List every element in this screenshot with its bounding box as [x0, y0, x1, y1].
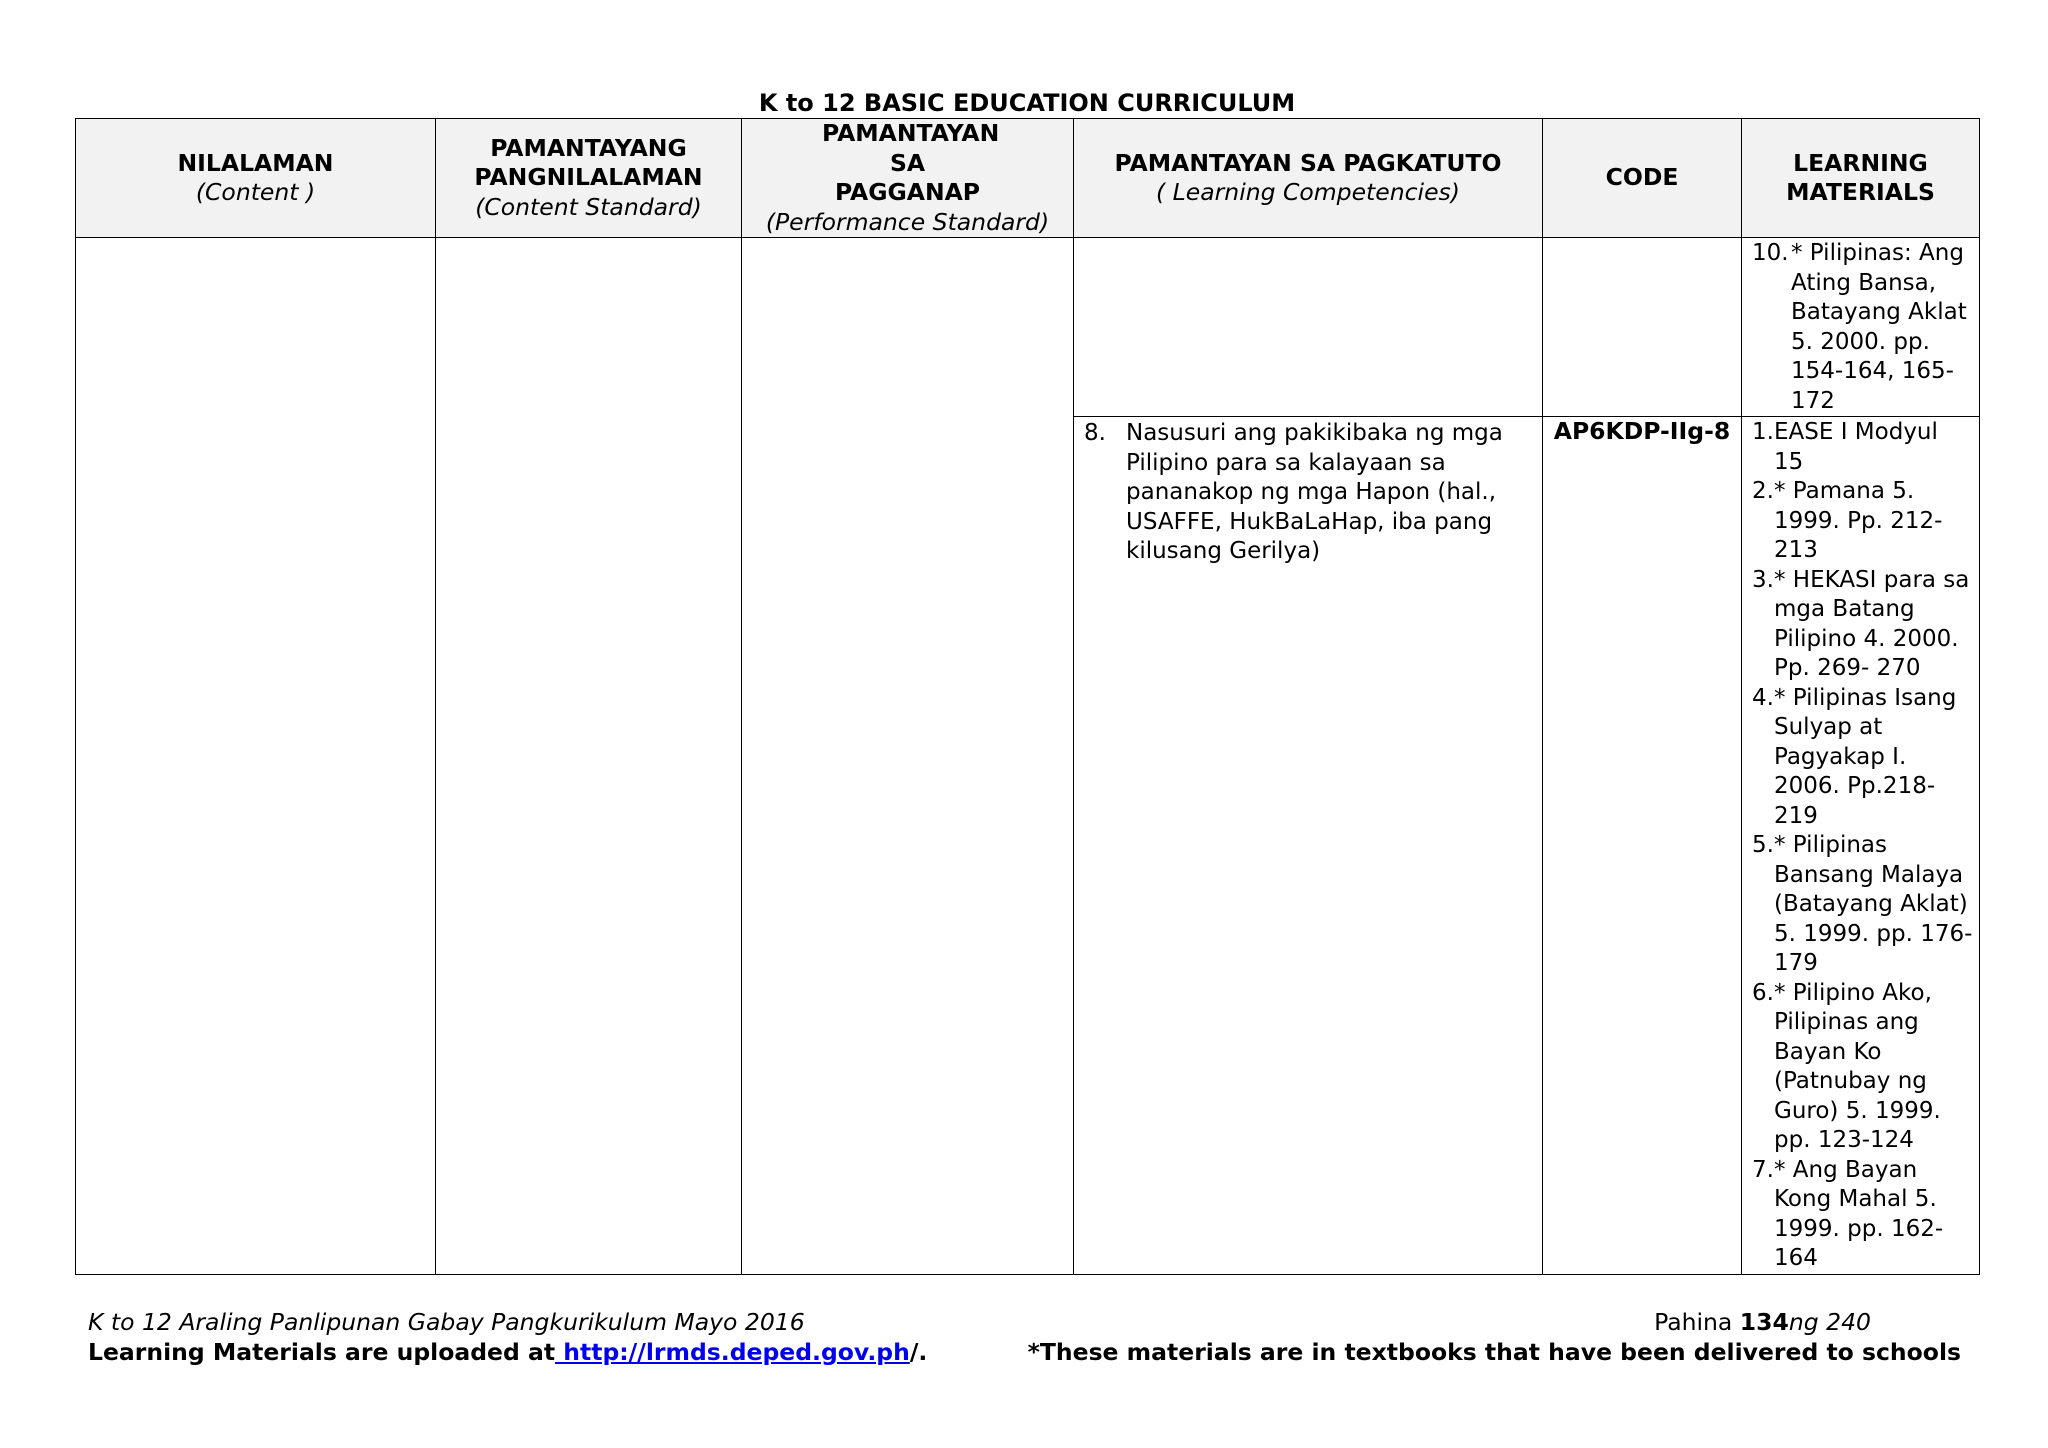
- material-number: 7.: [1752, 1156, 1774, 1183]
- textbook-note: *These materials are in textbooks that have been delivered to schools: [1027, 1338, 1961, 1366]
- material-text: EASE I Modyul 15: [1774, 419, 1938, 475]
- code-cell: [1543, 238, 1742, 417]
- materials-list: [1742, 238, 1979, 416]
- page-total: ng 240: [1788, 1308, 1871, 1336]
- competency-cell: [1074, 417, 1543, 1275]
- header-performance-standard: [742, 119, 1074, 238]
- lrmds-link[interactable]: http://lrmds.deped.gov.ph: [555, 1338, 910, 1366]
- competency-item: [1074, 417, 1542, 567]
- material-text: * Pilipinas Bansang Malaya (Batayang Aklat) 5. 1999. pp. 176-179: [1774, 832, 1973, 976]
- header-code: [1543, 119, 1742, 238]
- page-number: 134: [1739, 1308, 1789, 1336]
- header-code-title: CODE: [1605, 163, 1679, 192]
- material-number: 1.: [1752, 419, 1774, 445]
- competency-text: Nasusuri ang pakikibaka ng mga Pilipino para sa kalayaan sa pananakop ng mga Hapon (hal., USAFFE, HukBaLaHap, iba pang kilusang Gerilya): [1126, 420, 1503, 564]
- curriculum-table: [75, 118, 1980, 1275]
- material-text: * Ang Bayan Kong Mahal 5. 1999. pp. 162-164: [1774, 1156, 1944, 1271]
- content-cell: [76, 238, 436, 1275]
- list-item: [1742, 1156, 1979, 1274]
- material-text: * Pamana 5. 1999. Pp. 212-213: [1774, 478, 1943, 563]
- list-item: [1742, 418, 1979, 477]
- page-label: Pahina: [1654, 1308, 1740, 1336]
- footer-left: [88, 1307, 927, 1367]
- material-text: * Pilipinas Isang Sulyap at Pagyakap I. 2006. Pp.218-219: [1774, 684, 1957, 829]
- material-number: 4.: [1752, 684, 1774, 711]
- header-content-title: NILALAMAN: [177, 148, 334, 177]
- footer-upload-prefix: Learning Materials are uploaded at: [88, 1338, 556, 1366]
- materials-cell: [1742, 417, 1980, 1275]
- list-item: [1742, 979, 1979, 1156]
- list-item: [1742, 684, 1979, 832]
- materials-cell: [1742, 238, 1980, 417]
- material-text: * HEKASI para sa mga Batang Pilipino 4. 2000. Pp. 269- 270: [1774, 566, 1970, 681]
- header-row: [76, 119, 1980, 238]
- material-number: 6.: [1752, 979, 1774, 1006]
- header-performance-standard-subtitle: (Performance Standard): [765, 207, 1050, 236]
- material-number: 3.: [1752, 566, 1774, 593]
- performance-standard-cell: [742, 238, 1074, 1275]
- header-learning-materials: [1742, 119, 1980, 238]
- footer-course-title: K to 12 Araling Panlipunan Gabay Pangkurikulum Mayo 2016: [88, 1308, 805, 1336]
- page-title: K to 12 BASIC EDUCATION CURRICULUM: [758, 89, 1296, 117]
- material-number: 5.: [1752, 832, 1774, 858]
- header-content-subtitle: (Content ): [195, 178, 316, 206]
- header-learning-competencies: [1074, 119, 1543, 238]
- list-item: [1742, 477, 1979, 566]
- list-item: [1742, 831, 1979, 979]
- header-content-standard-subtitle: (Content Standard): [475, 192, 702, 221]
- competency-number: 8.: [1084, 420, 1106, 446]
- list-item: [1742, 566, 1979, 684]
- competency-cell: [1074, 238, 1543, 417]
- header-content-standard-title: PAMANTAYANG PANGNILALAMAN: [474, 133, 703, 192]
- footer-upload-note: [88, 1337, 927, 1367]
- header-performance-standard-title: PAMANTAYAN SA PAGGANAP: [822, 119, 1000, 206]
- material-text: * Pilipino Ako, Pilipinas ang Bayan Ko (Patnubay ng Guro) 5. 1999. pp. 123-124: [1774, 979, 1941, 1153]
- footer-upload-suffix: /.: [909, 1338, 928, 1366]
- code-cell: [1543, 417, 1742, 1275]
- material-text: * Pilipinas: Ang Ating Bansa, Batayang Aklat 5. 2000. pp. 154-164, 165-172: [1791, 240, 1967, 414]
- competency-code: AP6KDP-IIg-8: [1553, 417, 1731, 445]
- header-learning-competencies-title: PAMANTAYAN SA PAGKATUTO: [1114, 148, 1502, 177]
- material-number: 10.: [1752, 240, 1789, 266]
- content-standard-cell: [436, 238, 742, 1275]
- materials-list: [1742, 417, 1979, 1274]
- header-content: [76, 119, 436, 238]
- table-row: [76, 238, 1980, 417]
- header-learning-competencies-subtitle: ( Learning Competencies): [1156, 178, 1460, 206]
- page-number-label: [1028, 1307, 1961, 1337]
- footer-right: [1028, 1307, 1961, 1367]
- list-item: [1742, 239, 1979, 416]
- material-number: 2.: [1752, 478, 1774, 504]
- header-content-standard: [436, 119, 742, 238]
- header-learning-materials-title: LEARNING MATERIALS: [1786, 148, 1935, 206]
